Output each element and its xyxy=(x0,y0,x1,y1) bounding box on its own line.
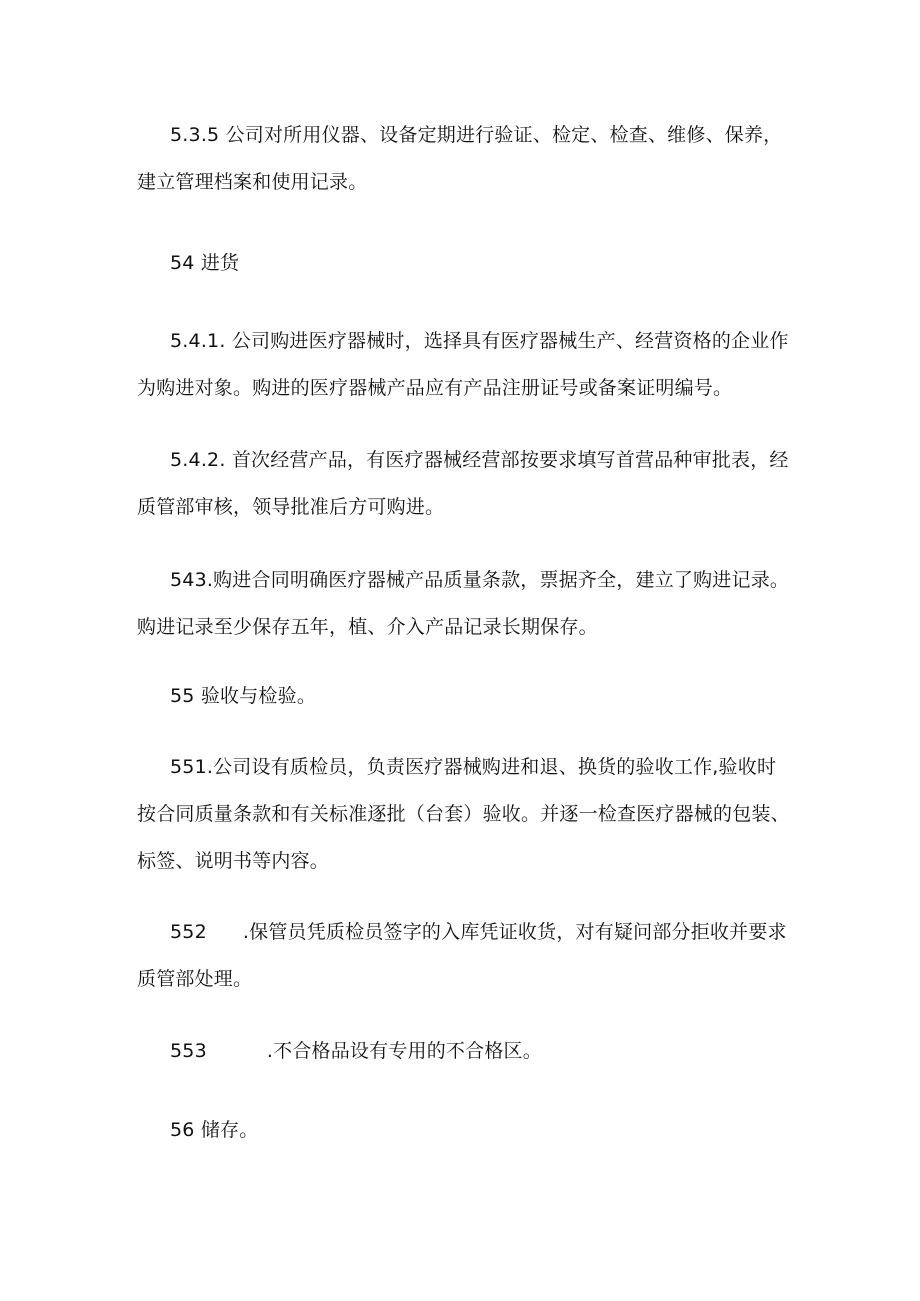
heading-5-5 xyxy=(137,673,793,720)
paragraph-number: 553 xyxy=(170,1040,207,1062)
paragraph-5-3-5 xyxy=(137,112,793,206)
heading-text: 55 验收与检验。 xyxy=(170,685,317,707)
paragraph-5-4-1 xyxy=(137,318,793,412)
paragraph-5-4-2 xyxy=(137,437,793,531)
paragraph-text: 5.4.2. 首次经营产品，有医疗器械经营部按要求填写首营品种审批表，经质管部审核，领导批准后方可购进。 xyxy=(137,449,789,518)
paragraph-text: .不合格品设有专用的不合格区。 xyxy=(266,1040,542,1062)
heading-5-6 xyxy=(137,1107,793,1154)
paragraph-5-5-2 xyxy=(137,909,793,1003)
paragraph-text: 5.4.1. 公司购进医疗器械时，选择具有医疗器械生产、经营资格的企业作为购进对象。购进的医疗器械产品应有产品注册证号或备案证明编号。 xyxy=(137,330,789,399)
paragraph-text: 543.购进合同明确医疗器械产品质量条款，票据齐全，建立了购进记录。购进记录至少保存五年，植、介入产品记录长期保存。 xyxy=(137,569,790,638)
paragraph-5-4-3 xyxy=(137,557,793,651)
paragraph-5-5-3 xyxy=(137,1028,793,1075)
heading-text: 56 储存。 xyxy=(170,1119,259,1141)
paragraph-text: 551.公司设有质检员，负责医疗器械购进和退、换货的验收工作,验收时按合同质量条款和有关标准逐批（台套）验收。并逐一检查医疗器械的包装、标签、说明书等内容。 xyxy=(137,756,790,872)
heading-text: 54 进货 xyxy=(170,252,240,274)
paragraph-text: 5.3.5 公司对所用仪器、设备定期进行验证、检定、检查、维修、保养，建立管理档案和使用记录。 xyxy=(137,124,783,193)
heading-5-4 xyxy=(137,240,793,287)
paragraph-number: 552 xyxy=(170,921,207,943)
paragraph-5-5-1 xyxy=(137,744,793,885)
paragraph-text: .保管员凭质检员签字的入库凭证收货，对有疑问部分拒收并要求质管部处理。 xyxy=(137,921,787,990)
